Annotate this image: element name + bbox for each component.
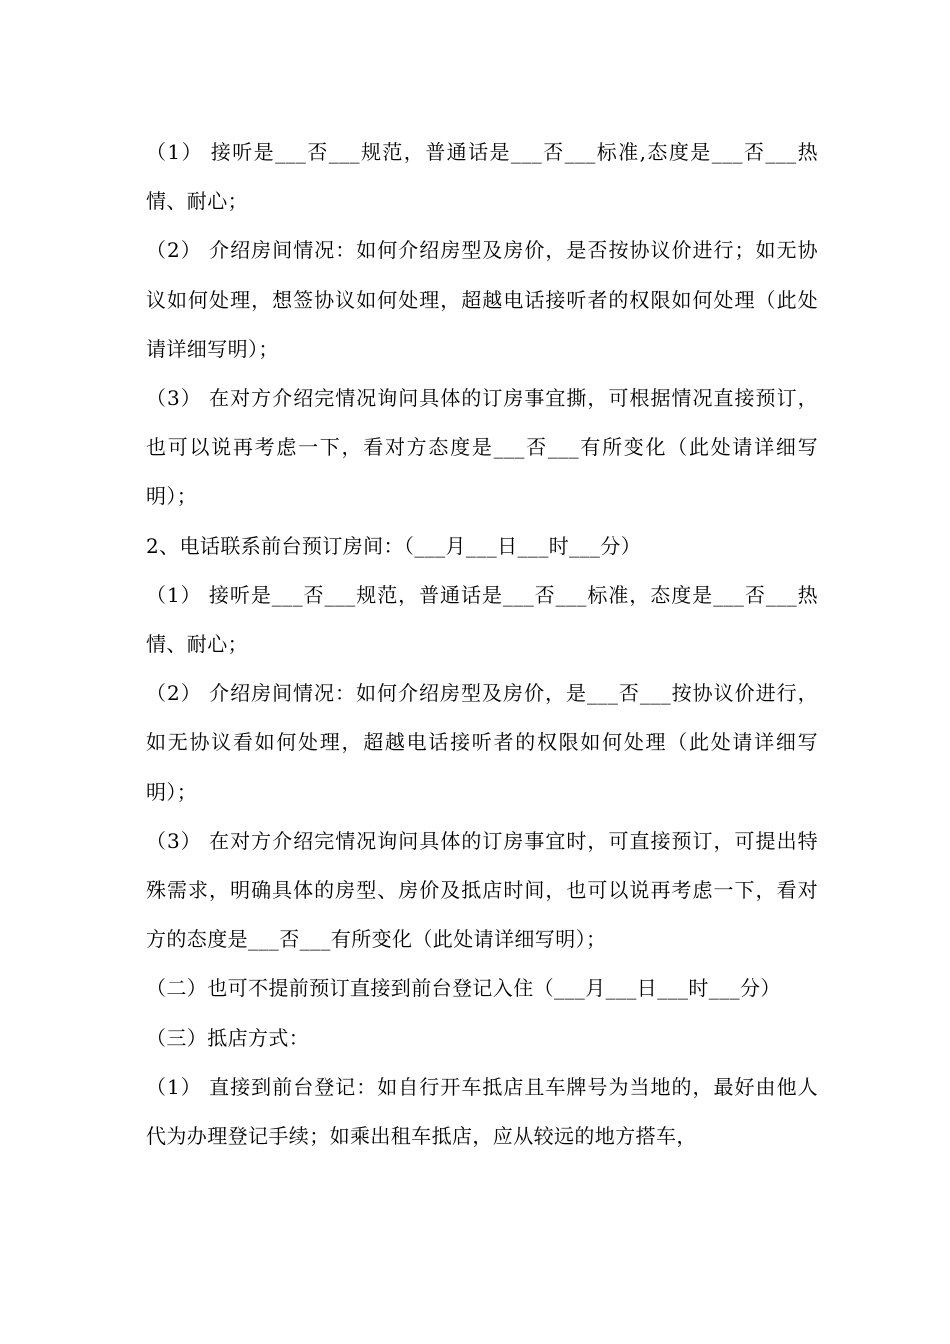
paragraph-phone-etiquette-1: （1） 接听是___否___规范，普通话是___否___标准,态度是___否___热情、耐心； <box>146 140 818 214</box>
document-body <box>146 128 818 1161</box>
section-heading-front-desk-call: 2、电话联系前台预订房间：（___月___日___时___分） <box>146 533 642 558</box>
section-heading-walk-in: （二）也可不提前预订直接到前台登记入住（___月___日___时___分） <box>146 976 781 1001</box>
paragraph-booking-inquiry-2: （3） 在对方介绍完情况询问具体的订房事宜时，可直接预订，可提出特殊需求，明确具体的房型、房价及抵店时间，也可以说再考虑一下，看对方的态度是___否___有所变化（此处请详细写明）； <box>146 828 818 952</box>
paragraph-front-desk-registration: （1） 直接到前台登记：如自行开车抵店且车牌号为当地的，最好由他人代为办理登记手续；如乘出租车抵店，应从较远的地方搭车， <box>146 1074 818 1149</box>
paragraph-room-introduction-2: （2） 介绍房间情况：如何介绍房型及房价，是___否___按协议价进行，如无协议看如何处理，超越电话接听者的权限如何处理（此处请详细写明）； <box>146 681 818 804</box>
paragraph-phone-etiquette-2: （1） 接听是___否___规范，普通话是___否___标准，态度是___否___热情、耐心； <box>146 582 818 657</box>
paragraph-booking-inquiry-1: （3） 在对方介绍完情况询问具体的订房事宜撕，可根据情况直接预订，也可以说再考虑一下，看对方态度是___否___有所变化（此处请详细写明）； <box>146 386 818 509</box>
paragraph-room-introduction-1: （2） 介绍房间情况：如何介绍房型及房价，是否按协议价进行；如无协议如何处理，想签协议如何处理，超越电话接听者的权限如何处理（此处请详细写明）； <box>146 238 818 361</box>
section-heading-arrival-method: （三）抵店方式： <box>146 1025 310 1050</box>
